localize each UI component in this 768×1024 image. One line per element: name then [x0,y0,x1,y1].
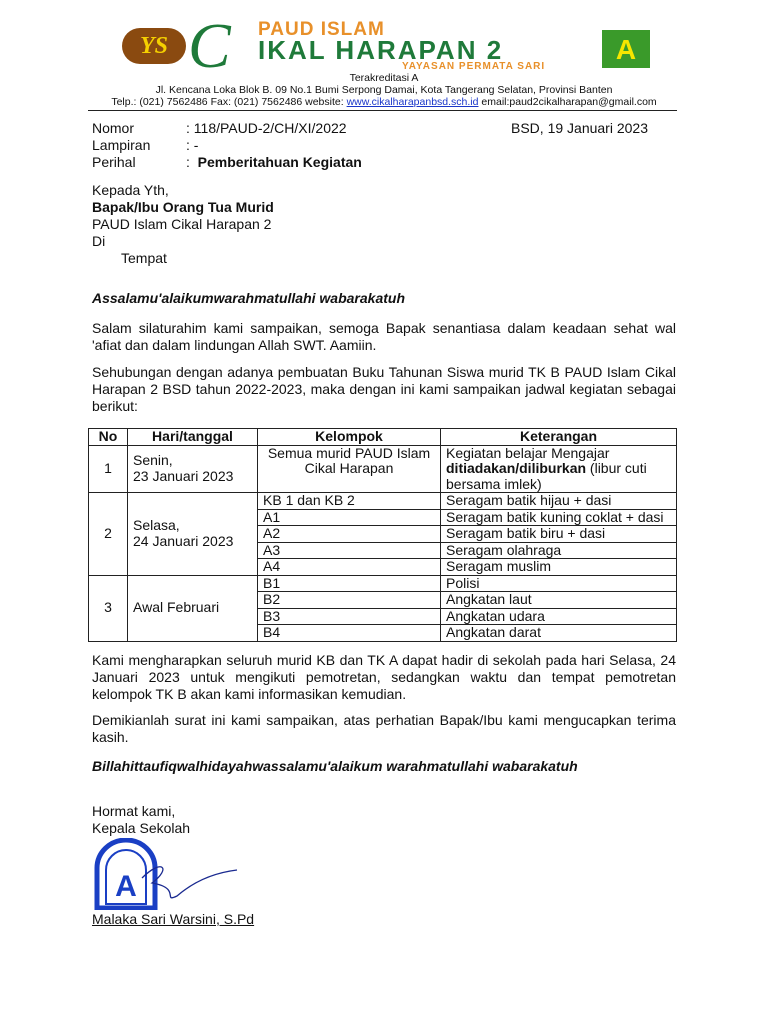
email: email:paud2cikalharapan@gmail.com [478,96,657,108]
table-row [89,445,677,493]
paragraph-1: Salam silaturahim kami sampaikan, semoga Bapak senantiasa dalam keadaan sehat wal 'afiat dan dalam lindungan Allah SWT. Aamiin. [92,320,676,353]
brand-c-swash: C [188,10,231,81]
paragraph-4: Demikianlah surat ini kami sampaikan, atas perhatian Bapak/Ibu kami mengucapkan terima kasih. [92,712,676,745]
meta-labels [92,120,150,171]
header-no: No [89,429,128,446]
cell-no: 3 [89,575,128,641]
meta-values [186,120,362,171]
cell-note: Seragam muslim [441,559,677,576]
perihal-label: Perihal [92,154,136,170]
closing-greeting: Billahittaufiqwalhidayahwassalamu'alaikum warahmatullahi wabarakatuh [92,758,578,774]
cell-group: Semua murid PAUD Islam Cikal Harapan [258,445,441,493]
cell-note: Polisi [441,575,677,592]
cell-no: 1 [89,445,128,493]
lampiran-label: Lampiran [92,137,151,153]
table-row [89,493,677,510]
sign-line: Hormat kami, [92,803,176,819]
sign-line: Kepala Sekolah [92,820,191,836]
note-text: Kegiatan belajar Mengajar [446,444,610,461]
cell-group: B3 [258,608,441,625]
table-header-row [89,429,677,446]
contact-line [0,96,768,108]
cell-group: A3 [258,542,441,559]
header-divider [88,110,677,111]
perihal-value: Pemberitahuan Kegiatan [197,154,362,170]
schedule-table [88,428,677,642]
cell-group: A1 [258,509,441,526]
recipient [92,182,274,267]
cell-note: Angkatan darat [441,625,677,642]
cikal-harapan-logo: A [602,30,650,68]
nomor-label: Nomor [92,120,135,136]
paragraph-3: Kami mengharapkan seluruh murid KB dan TK A dapat hadir di sekolah pada hari Selasa, 24 Januari 2023 untuk mengikuti pemotretan, sedangkan waktu dan tempat pemotretan kelompok TK B akan kami informasikan kemudian. [92,652,676,702]
day-text: Senin, [133,452,173,469]
recipient-line: Di [92,233,106,249]
day-text: Selasa, [133,517,180,534]
recipient-line: Tempat [121,250,167,266]
cell-note: Angkatan udara [441,608,677,625]
cell-note: Seragam batik biru + dasi [441,526,677,543]
cell-group: A4 [258,559,441,576]
letter-date: BSD, 19 Januari 2023 [511,120,648,136]
stamp-signature [92,838,242,910]
recipient-line: Kepada Yth, [92,182,169,198]
signatory-name: Malaka Sari Warsini, S.Pd [92,911,255,927]
cell-group: KB 1 dan KB 2 [258,493,441,510]
cell-group: A2 [258,526,441,543]
cell-note: Seragam batik kuning coklat + dasi [441,509,677,526]
cell-group: B2 [258,592,441,609]
cell-group: B4 [258,625,441,642]
date-text: 23 Januari 2023 [133,467,234,484]
greeting: Assalamu'alaikumwarahmatullahi wabarakatuh [92,290,406,306]
address: Jl. Kencana Loka Blok B. 09 No.1 Bumi Serpong Damai, Kota Tangerang Selatan, Provinsi Banten [155,84,613,96]
cell-note: Angkatan laut [441,592,677,609]
date-text: 24 Januari 2023 [133,532,234,549]
brand-main: IKAL HARAPAN 2 [258,35,504,65]
cell-day [128,493,258,576]
cell-no: 2 [89,493,128,576]
header-note: Keterangan [441,429,677,446]
website-link[interactable]: www.cikalharapanbsd.sch.id [346,96,479,108]
lampiran-value: : - [186,137,199,153]
note-bold: ditiadakan/diliburkan [446,460,587,476]
cell-note: Seragam olahraga [441,542,677,559]
paragraph-2: Sehubungan dengan adanya pembuatan Buku Tahunan Siswa murid TK B PAUD Islam Cikal Harapan 2 BSD tahun 2022-2023, maka dengan ini kami sampaikan jadwal kegiatan sebagai berikut: [92,364,676,414]
accreditation: Terakreditasi A [349,72,419,84]
phone-fax: Telp.: (021) 7562486 Fax: (021) 7562486 website: [111,96,347,108]
perihal-colon: : [186,154,190,170]
cell-day [128,445,258,493]
yps-logo: YS [122,28,186,64]
brand-top: PAUD ISLAM [258,19,385,40]
nomor-value: : 118/PAUD-2/CH/XI/2022 [186,120,347,136]
cell-note [441,445,677,493]
cell-day: Awal Februari [128,575,258,641]
cell-group: B1 [258,575,441,592]
brand-sub: YAYASAN PERMATA SARI [402,61,546,72]
header-day: Hari/tanggal [128,429,258,446]
svg-text:A: A [115,870,137,903]
recipient-line: Bapak/Ibu Orang Tua Murid [92,199,274,215]
note-text: (libur cuti bersama imlek) [446,460,647,492]
table-row [89,575,677,592]
cell-note: Seragam batik hijau + dasi [441,493,677,510]
sign-off [92,803,190,837]
recipient-line: PAUD Islam Cikal Harapan 2 [92,216,272,232]
header-group: Kelompok [258,429,441,446]
